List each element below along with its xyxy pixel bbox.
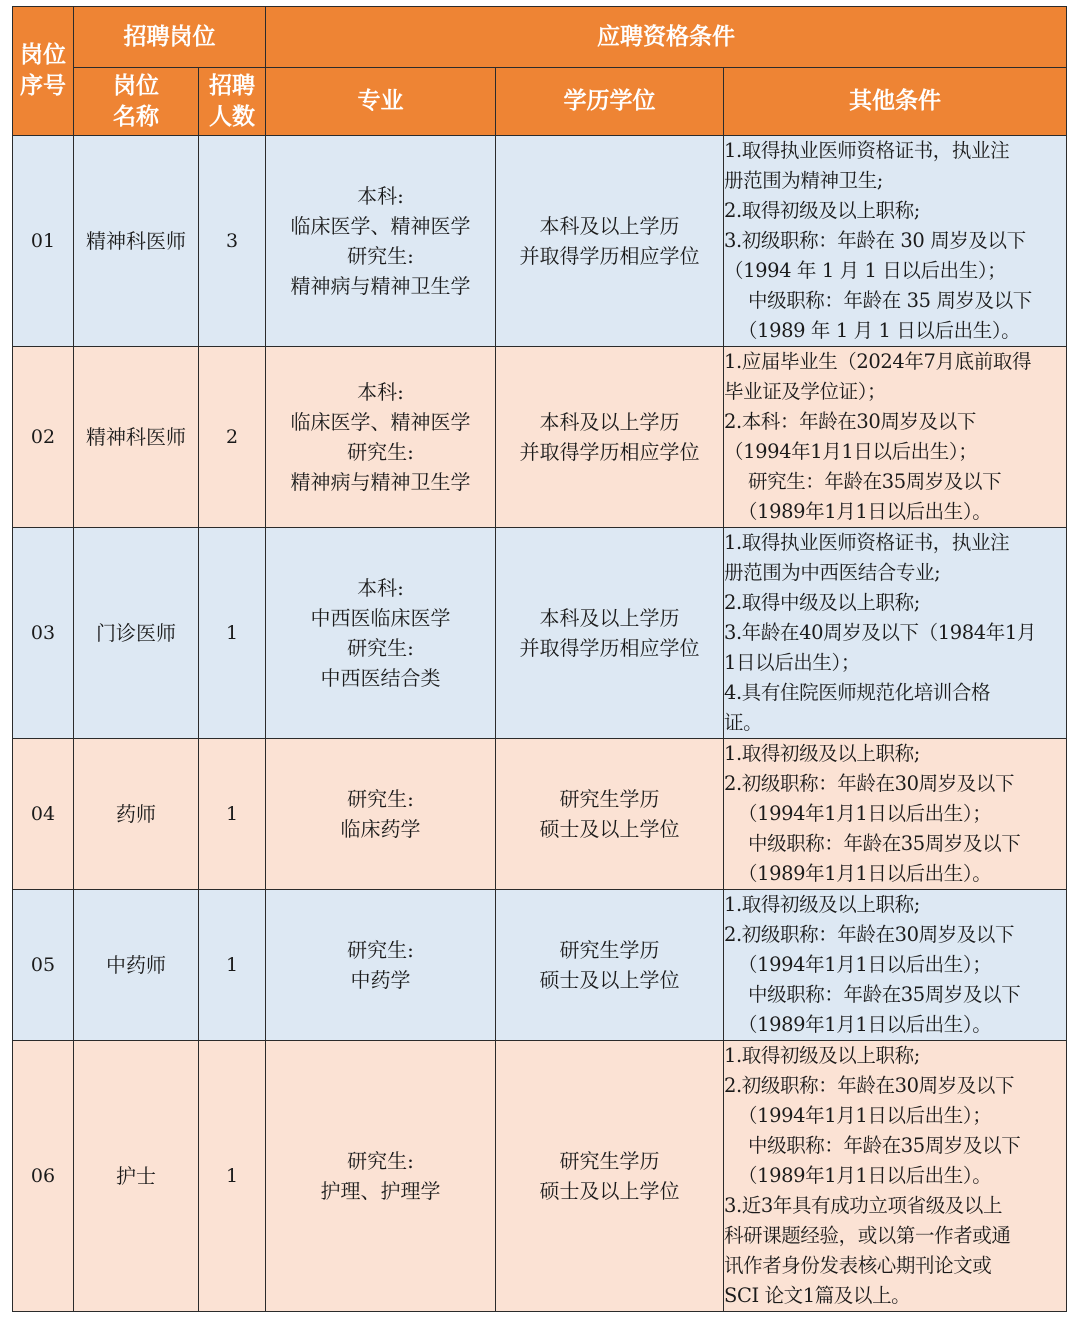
degree-line: 研究生学历 — [559, 787, 660, 811]
condition-line: 1.取得初级及以上职称; — [724, 742, 920, 765]
major-cell — [266, 136, 496, 347]
table-row — [13, 528, 1067, 739]
major-line: 中药学 — [350, 968, 411, 992]
major-line: 精神病与精神卫生学 — [290, 274, 471, 298]
condition-line: 中级职称：年龄在 35 周岁及以下 — [748, 289, 1032, 312]
header-degree: 学历学位 — [496, 68, 724, 136]
post-count: 3 — [199, 136, 266, 347]
other-conditions-cell — [724, 136, 1067, 347]
post-seq: 02 — [13, 347, 74, 528]
condition-line: 3.初级职称：年龄在 30 周岁及以下 — [724, 229, 1026, 252]
post-seq: 03 — [13, 528, 74, 739]
table-row — [13, 136, 1067, 347]
condition-line: （1994年1月1日以后出生）； — [724, 440, 978, 463]
degree-line: 研究生学历 — [559, 938, 660, 962]
condition-line: 1.应届毕业生（2024年7月底前取得 — [724, 350, 1032, 373]
post-name: 药师 — [74, 739, 199, 890]
condition-line: 2.初级职称：年龄在30周岁及以下 — [724, 923, 1015, 946]
condition-line: 中级职称：年龄在35周岁及以下 — [748, 1134, 1021, 1157]
degree-line: 研究生学历 — [559, 1149, 660, 1173]
major-cell — [266, 347, 496, 528]
condition-line: 1.取得执业医师资格证书，执业注 — [724, 139, 1010, 162]
post-name: 中药师 — [74, 890, 199, 1041]
condition-line: （1994年1月1日以后出生）； — [738, 1104, 992, 1127]
major-line: 研究生: — [347, 440, 414, 464]
header-group-post: 招聘岗位 — [74, 7, 266, 68]
condition-line: 册范围为中西医结合专业; — [724, 561, 941, 584]
condition-line: 2.本科：年龄在30周岁及以下 — [724, 410, 976, 433]
degree-line: 并取得学历相应学位 — [519, 636, 700, 660]
other-conditions-cell — [724, 528, 1067, 739]
major-line: 护理、护理学 — [320, 1179, 441, 1203]
table-row — [13, 739, 1067, 890]
post-seq: 04 — [13, 739, 74, 890]
major-cell — [266, 528, 496, 739]
post-count: 1 — [199, 739, 266, 890]
major-line: 研究生: — [347, 787, 414, 811]
condition-line: 2.取得中级及以上职称; — [724, 591, 920, 614]
condition-line: 4.具有住院医师规范化培训合格 — [724, 681, 991, 704]
condition-line: 2.初级职称：年龄在30周岁及以下 — [724, 1074, 1015, 1097]
major-cell — [266, 1041, 496, 1312]
degree-cell — [496, 347, 724, 528]
degree-line: 并取得学历相应学位 — [519, 244, 700, 268]
major-line: 本科: — [357, 576, 404, 600]
other-conditions-cell — [724, 739, 1067, 890]
degree-line: 并取得学历相应学位 — [519, 440, 700, 464]
condition-line: 2.取得初级及以上职称; — [724, 199, 920, 222]
condition-line: 科研课题经验，或以第一作者或通 — [724, 1224, 1011, 1247]
post-name: 护士 — [74, 1041, 199, 1312]
post-seq: 06 — [13, 1041, 74, 1312]
degree-line: 硕士及以上学位 — [539, 1179, 680, 1203]
post-count: 1 — [199, 1041, 266, 1312]
degree-cell — [496, 1041, 724, 1312]
degree-cell — [496, 136, 724, 347]
major-cell — [266, 890, 496, 1041]
condition-line: （1989年1月1日以后出生）。 — [738, 862, 992, 885]
major-line: 中西医结合类 — [320, 666, 441, 690]
degree-line: 本科及以上学历 — [539, 606, 680, 630]
table-row — [13, 347, 1067, 528]
condition-line: 证。 — [724, 711, 763, 734]
condition-line: 1日以后出生）； — [724, 651, 860, 674]
major-line: 临床药学 — [340, 817, 421, 841]
degree-cell — [496, 890, 724, 1041]
condition-line: 3.近3年具有成功立项省级及以上 — [724, 1194, 1003, 1217]
post-seq: 05 — [13, 890, 74, 1041]
major-line: 临床医学、精神医学 — [290, 214, 471, 238]
table-row — [13, 890, 1067, 1041]
degree-cell — [496, 528, 724, 739]
post-name: 精神科医师 — [74, 347, 199, 528]
major-cell — [266, 739, 496, 890]
major-line: 精神病与精神卫生学 — [290, 470, 471, 494]
post-seq: 01 — [13, 136, 74, 347]
other-conditions-cell — [724, 1041, 1067, 1312]
condition-line: 中级职称：年龄在35周岁及以下 — [748, 983, 1021, 1006]
degree-line: 硕士及以上学位 — [539, 968, 680, 992]
condition-line: 研究生：年龄在35周岁及以下 — [748, 470, 1002, 493]
degree-cell — [496, 739, 724, 890]
degree-line: 本科及以上学历 — [539, 214, 680, 238]
major-line: 本科: — [357, 380, 404, 404]
recruitment-table — [12, 6, 1067, 1312]
header-other: 其他条件 — [724, 68, 1067, 136]
condition-line: 中级职称：年龄在35周岁及以下 — [748, 832, 1021, 855]
post-name: 门诊医师 — [74, 528, 199, 739]
post-name: 精神科医师 — [74, 136, 199, 347]
other-conditions-cell — [724, 890, 1067, 1041]
condition-line: （1989年1月1日以后出生）。 — [738, 1164, 992, 1187]
condition-line: （1994 年 1 月 1 日以后出生）； — [724, 259, 1007, 282]
condition-line: （1989 年 1 月 1 日以后出生）。 — [738, 319, 1021, 342]
condition-line: SCI 论文1篇及以上。 — [724, 1284, 911, 1307]
header-post-name: 岗位 名称 — [74, 68, 199, 136]
major-line: 研究生: — [347, 938, 414, 962]
major-line: 本科: — [357, 184, 404, 208]
major-line: 研究生: — [347, 244, 414, 268]
condition-line: 毕业证及学位证）； — [724, 380, 887, 403]
other-conditions-cell — [724, 347, 1067, 528]
major-line: 中西医临床医学 — [310, 606, 451, 630]
header-group-requirements: 应聘资格条件 — [266, 7, 1067, 68]
post-count: 2 — [199, 347, 266, 528]
condition-line: 1.取得初级及以上职称; — [724, 1044, 920, 1067]
condition-line: （1994年1月1日以后出生）； — [738, 953, 992, 976]
condition-line: （1989年1月1日以后出生）。 — [738, 500, 992, 523]
degree-line: 硕士及以上学位 — [539, 817, 680, 841]
degree-line: 本科及以上学历 — [539, 410, 680, 434]
header-seq: 岗位 序号 — [13, 7, 74, 136]
table-row — [13, 1041, 1067, 1312]
major-line: 研究生: — [347, 636, 414, 660]
condition-line: 2.初级职称：年龄在30周岁及以下 — [724, 772, 1015, 795]
header-major: 专业 — [266, 68, 496, 136]
condition-line: 1.取得执业医师资格证书，执业注 — [724, 531, 1010, 554]
condition-line: 1.取得初级及以上职称; — [724, 893, 920, 916]
post-count: 1 — [199, 890, 266, 1041]
condition-line: 3.年龄在40周岁及以下（1984年1月 — [724, 621, 1036, 644]
post-count: 1 — [199, 528, 266, 739]
major-line: 临床医学、精神医学 — [290, 410, 471, 434]
condition-line: （1994年1月1日以后出生）； — [738, 802, 992, 825]
condition-line: （1989年1月1日以后出生）。 — [738, 1013, 992, 1036]
condition-line: 册范围为精神卫生; — [724, 169, 883, 192]
major-line: 研究生: — [347, 1149, 414, 1173]
header-post-count: 招聘 人数 — [199, 68, 266, 136]
condition-line: 讯作者身份发表核心期刊论文或 — [724, 1254, 992, 1277]
